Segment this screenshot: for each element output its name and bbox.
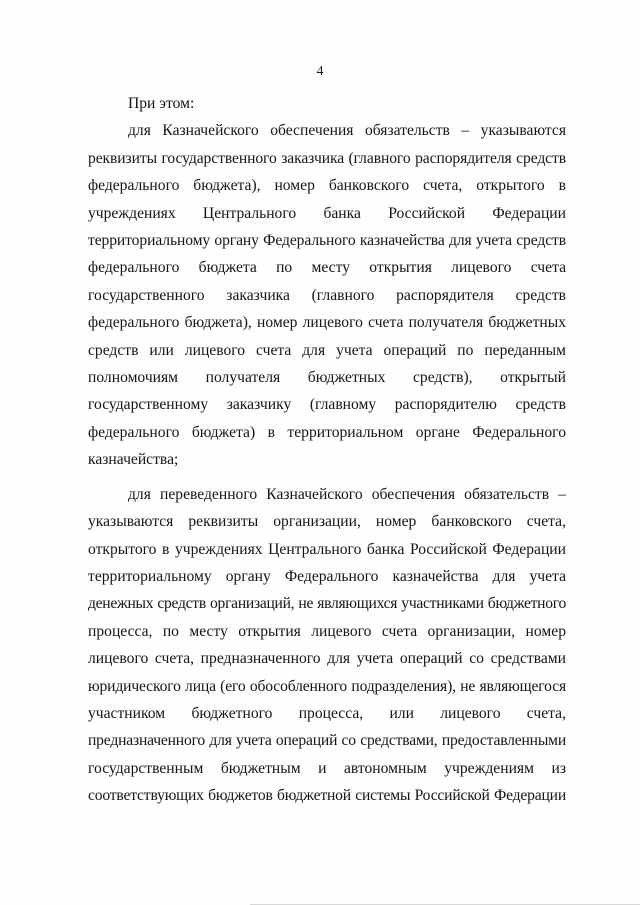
text-line: лицевого счета, предназначенного для учета операций со средствами <box>88 650 566 668</box>
text-line: государственным бюджетным и автономным учреждениям из <box>88 759 566 777</box>
text-line: реквизиты государственного заказчика (главного распорядителя средств <box>88 149 566 167</box>
document-body <box>88 90 566 810</box>
text-line: федерального бюджета по месту открытия лицевого счета <box>88 259 566 277</box>
text-line: предназначенного для учета операций со средствами, предоставленными <box>88 732 566 750</box>
text-line: процесса, по месту открытия лицевого счета организации, номер <box>88 622 566 640</box>
text-line: государственному заказчику (главному распорядителю средств <box>88 396 566 414</box>
text-line: федерального бюджета) в территориальном органе Федерального <box>88 423 566 441</box>
text-line: средств или лицевого счета для учета операций по переданным <box>88 341 566 359</box>
paragraph-1 <box>88 117 566 473</box>
text-line: участником бюджетного процесса, или лицевого счета, <box>88 704 566 722</box>
intro-line: При этом: <box>128 95 195 112</box>
text-line: для Казначейского обеспечения обязательств – указываются <box>128 122 566 140</box>
text-line: открытого в учреждениях Центрального банка Российской Федерации <box>88 540 566 558</box>
text-line: соответствующих бюджетов бюджетной системы Российской Федерации <box>88 787 566 805</box>
page-number: 4 <box>316 64 324 79</box>
text-line: указываются реквизиты организации, номер банковского счета, <box>88 513 566 531</box>
text-line: учреждениях Центрального банка Российской Федерации <box>88 204 566 222</box>
text-line: денежных средств организаций, не являющихся участниками бюджетного <box>88 595 566 613</box>
text-line: юридического лица (его обособленного подразделения), не являющегося <box>88 677 566 695</box>
text-line: территориальному органу Федерального казначейства для учета средств <box>88 232 566 250</box>
text-line: федерального бюджета), номер банковского счета, открытого в <box>88 177 566 195</box>
paragraph-2 <box>88 481 566 810</box>
text-line: для переведенного Казначейского обеспечения обязательств – <box>128 485 566 503</box>
text-line: федерального бюджета), номер лицевого счета получателя бюджетных <box>88 314 566 332</box>
text-line: территориальному органу Федерального казначейства для учета <box>88 567 566 585</box>
text-line: казначейства; <box>88 451 179 469</box>
text-line: государственного заказчика (главного распорядителя средств <box>88 286 566 304</box>
text-line: полномочиям получателя бюджетных средств), открытый <box>88 369 566 387</box>
